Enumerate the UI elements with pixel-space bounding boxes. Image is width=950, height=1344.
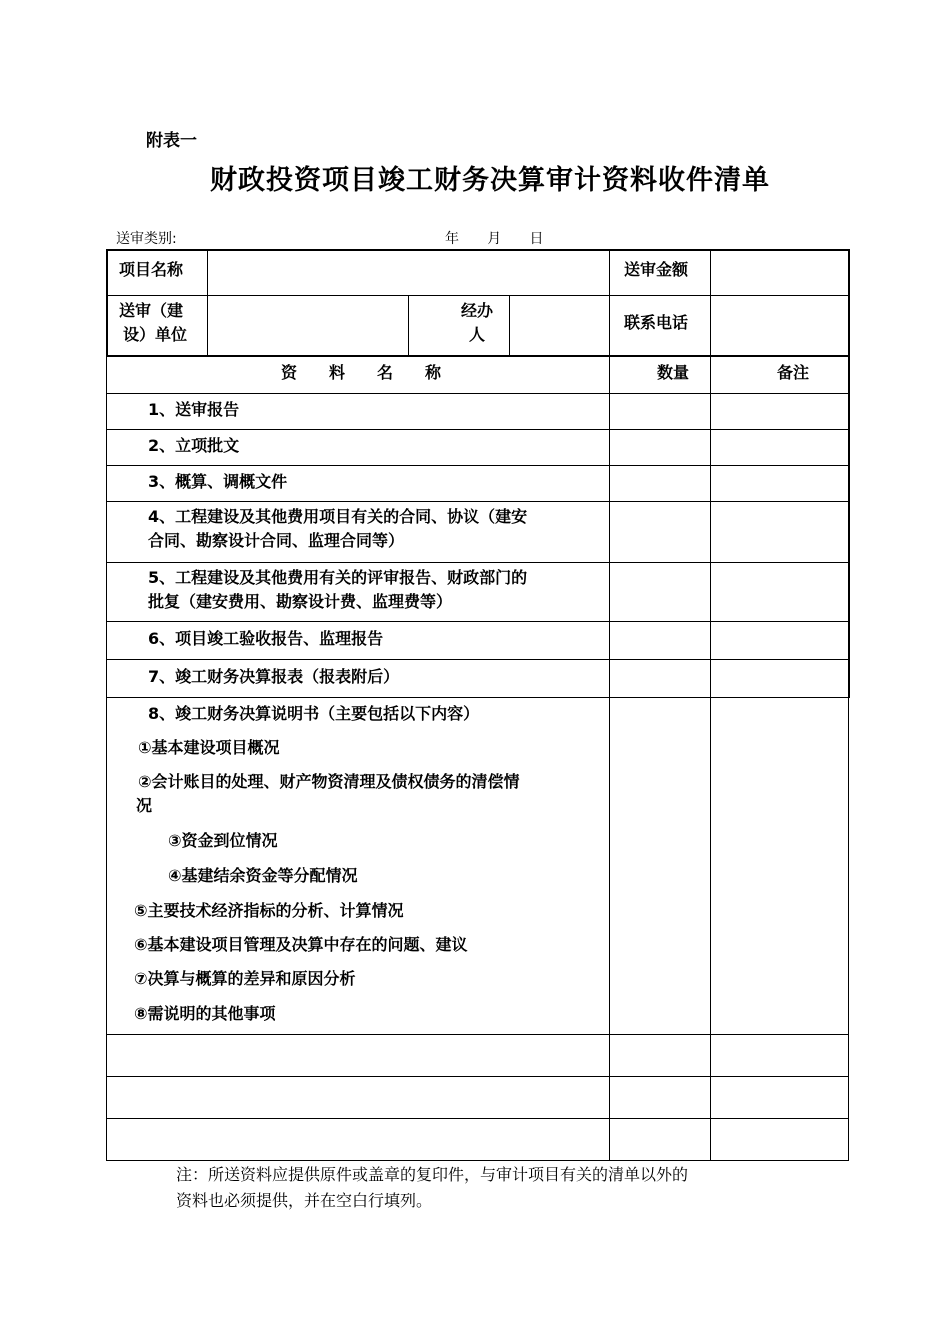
item-8-sub-4: ④基建结余资金等分配情况 bbox=[168, 866, 358, 885]
item-8-sub-2-line1: ②会计账目的处理、财产物资清理及债权债务的清偿情 bbox=[138, 772, 520, 791]
row-divider bbox=[106, 501, 849, 502]
column-divider bbox=[207, 249, 208, 356]
table-border-right bbox=[848, 249, 850, 698]
row-divider bbox=[106, 393, 849, 394]
date-day: 日 bbox=[529, 231, 545, 247]
attachment-label: 附表一 bbox=[146, 131, 197, 151]
date-month: 月 bbox=[487, 231, 503, 247]
document-title: 财政投资项目竣工财务决算审计资料收件清单 bbox=[210, 165, 770, 196]
handler-label-line1: 经办 bbox=[460, 301, 493, 320]
row-divider bbox=[106, 1076, 849, 1077]
item-8-heading: 8、竣工财务决算说明书（主要包括以下内容） bbox=[148, 704, 480, 723]
column-divider bbox=[710, 249, 711, 1161]
column-header-remarks: 备注 bbox=[777, 363, 810, 382]
footnote-line2: 资料也必须提供，并在空白行填列。 bbox=[176, 1191, 433, 1210]
phone-label: 联系电话 bbox=[624, 313, 689, 332]
item-6: 6、项目竣工验收报告、监理报告 bbox=[148, 629, 384, 648]
row-divider bbox=[106, 621, 849, 622]
unit-label-line2: 设）单位 bbox=[123, 325, 188, 344]
item-7: 7、竣工财务决算报表（报表附后） bbox=[148, 667, 400, 686]
item-5-line1: 5、工程建设及其他费用有关的评审报告、财政部门的 bbox=[148, 568, 528, 587]
item-2: 2、立项批文 bbox=[148, 436, 240, 455]
table-border-left bbox=[106, 356, 107, 1161]
unit-label-line1: 送审（建 bbox=[119, 301, 184, 320]
row-divider bbox=[106, 659, 849, 660]
column-divider bbox=[609, 249, 610, 1161]
item-3: 3、概算、调概文件 bbox=[148, 472, 288, 491]
item-8-sub-6: ⑥基本建设项目管理及决算中存在的问题、建议 bbox=[134, 935, 468, 954]
row-divider bbox=[106, 697, 849, 698]
item-8-sub-5: ⑤主要技术经济指标的分析、计算情况 bbox=[134, 901, 404, 920]
item-8-sub-1: ①基本建设项目概况 bbox=[138, 738, 280, 757]
item-5-line2: 批复（建安费用、勘察设计费、监理费等） bbox=[148, 592, 453, 611]
item-4-line2: 合同、勘察设计合同、监理合同等） bbox=[148, 531, 405, 550]
item-8-sub-7: ⑦决算与概算的差异和原因分析 bbox=[134, 969, 356, 988]
project-name-label: 项目名称 bbox=[119, 260, 184, 279]
row-divider bbox=[106, 562, 849, 563]
row-divider bbox=[106, 465, 849, 466]
row-divider bbox=[106, 429, 849, 430]
submit-amount-label: 送审金额 bbox=[624, 260, 689, 279]
submit-type-label: 送审类别: bbox=[116, 231, 177, 247]
item-8-sub-3: ③资金到位情况 bbox=[168, 831, 278, 850]
row-divider bbox=[106, 355, 849, 357]
date-year: 年 bbox=[445, 231, 460, 247]
row-divider bbox=[106, 295, 849, 296]
column-header-material-name: 资 料 名 称 bbox=[281, 363, 442, 382]
column-header-quantity: 数量 bbox=[657, 363, 690, 382]
item-1: 1、送审报告 bbox=[148, 400, 240, 419]
item-8-sub-8: ⑧需说明的其他事项 bbox=[134, 1004, 276, 1023]
footnote bbox=[176, 1162, 816, 1214]
footnote-line1: 注：所送资料应提供原件或盖章的复印件，与审计项目有关的清单以外的 bbox=[176, 1165, 689, 1184]
item-8-sub-2-line2: 况 bbox=[136, 796, 153, 815]
table-border-top bbox=[106, 249, 849, 251]
row-divider bbox=[106, 1034, 849, 1035]
item-4-line1: 4、工程建设及其他费用项目有关的合同、协议（建安 bbox=[148, 507, 528, 526]
handler-label-line2: 人 bbox=[468, 325, 485, 344]
table-border-left bbox=[106, 249, 108, 356]
table-border-right bbox=[848, 697, 849, 1161]
date-label bbox=[445, 228, 545, 248]
row-divider bbox=[106, 1118, 849, 1119]
table-border-bottom bbox=[106, 1160, 849, 1161]
